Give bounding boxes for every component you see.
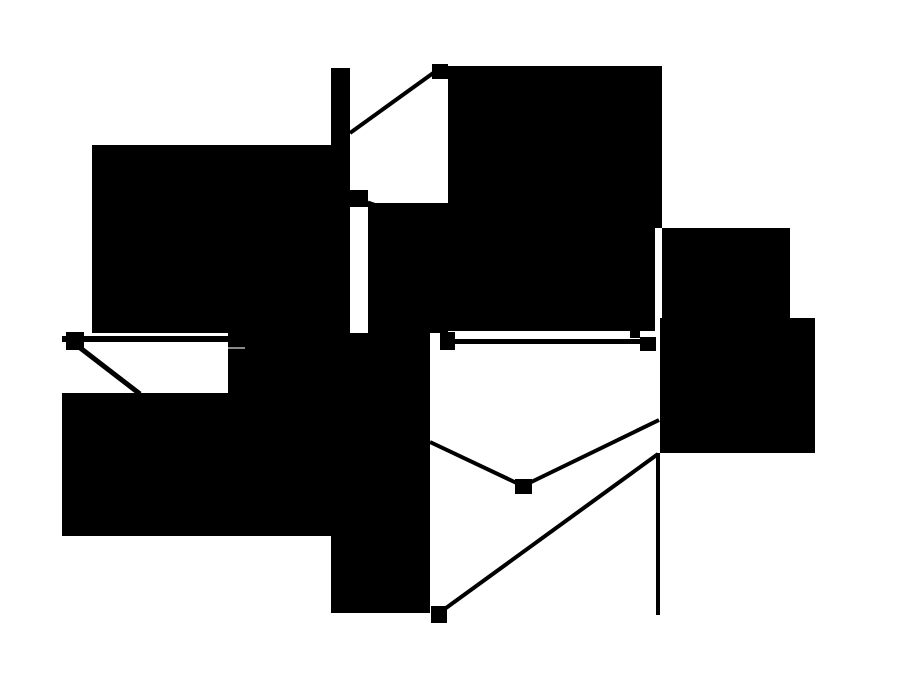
vertex-marker-handle-center[interactable] — [440, 332, 455, 350]
vertex-marker-handle-top[interactable] — [432, 64, 448, 79]
connector-line-mid-v-left-segment — [430, 442, 523, 486]
black-region-center-lower-column — [331, 333, 430, 613]
black-region-slab-corner-step — [630, 329, 640, 338]
vertex-marker-handle-right[interactable] — [640, 337, 656, 351]
black-region-left-horizontal-rule — [62, 336, 228, 342]
vertex-marker-handle-left[interactable] — [66, 332, 84, 350]
black-region-center-slab — [448, 228, 655, 331]
connector-line-long-bottom-diagonal — [446, 454, 658, 608]
vertex-marker-handle-mid-valley[interactable] — [515, 479, 532, 494]
black-region-under-wedge-block — [368, 203, 448, 333]
connector-line-top-diagonal — [350, 71, 436, 133]
black-region-bottom-wide-block — [62, 393, 331, 536]
black-region-top-vertical-bar — [331, 68, 350, 146]
black-region-mid-connector-block — [228, 333, 331, 393]
vertex-marker-handle-bottom[interactable] — [431, 606, 447, 623]
black-region-right-upper-block — [662, 228, 790, 320]
black-region-center-horizontal-rule — [455, 339, 640, 344]
connector-line-mid-v-right-segment — [523, 420, 659, 486]
black-region-top-right-block — [448, 66, 662, 228]
black-region-left-large-block — [92, 145, 350, 333]
connector-line-box-inner-diagonal — [79, 347, 140, 394]
black-region-small-step-notch — [350, 190, 368, 207]
black-region-right-lower-block — [660, 318, 815, 453]
